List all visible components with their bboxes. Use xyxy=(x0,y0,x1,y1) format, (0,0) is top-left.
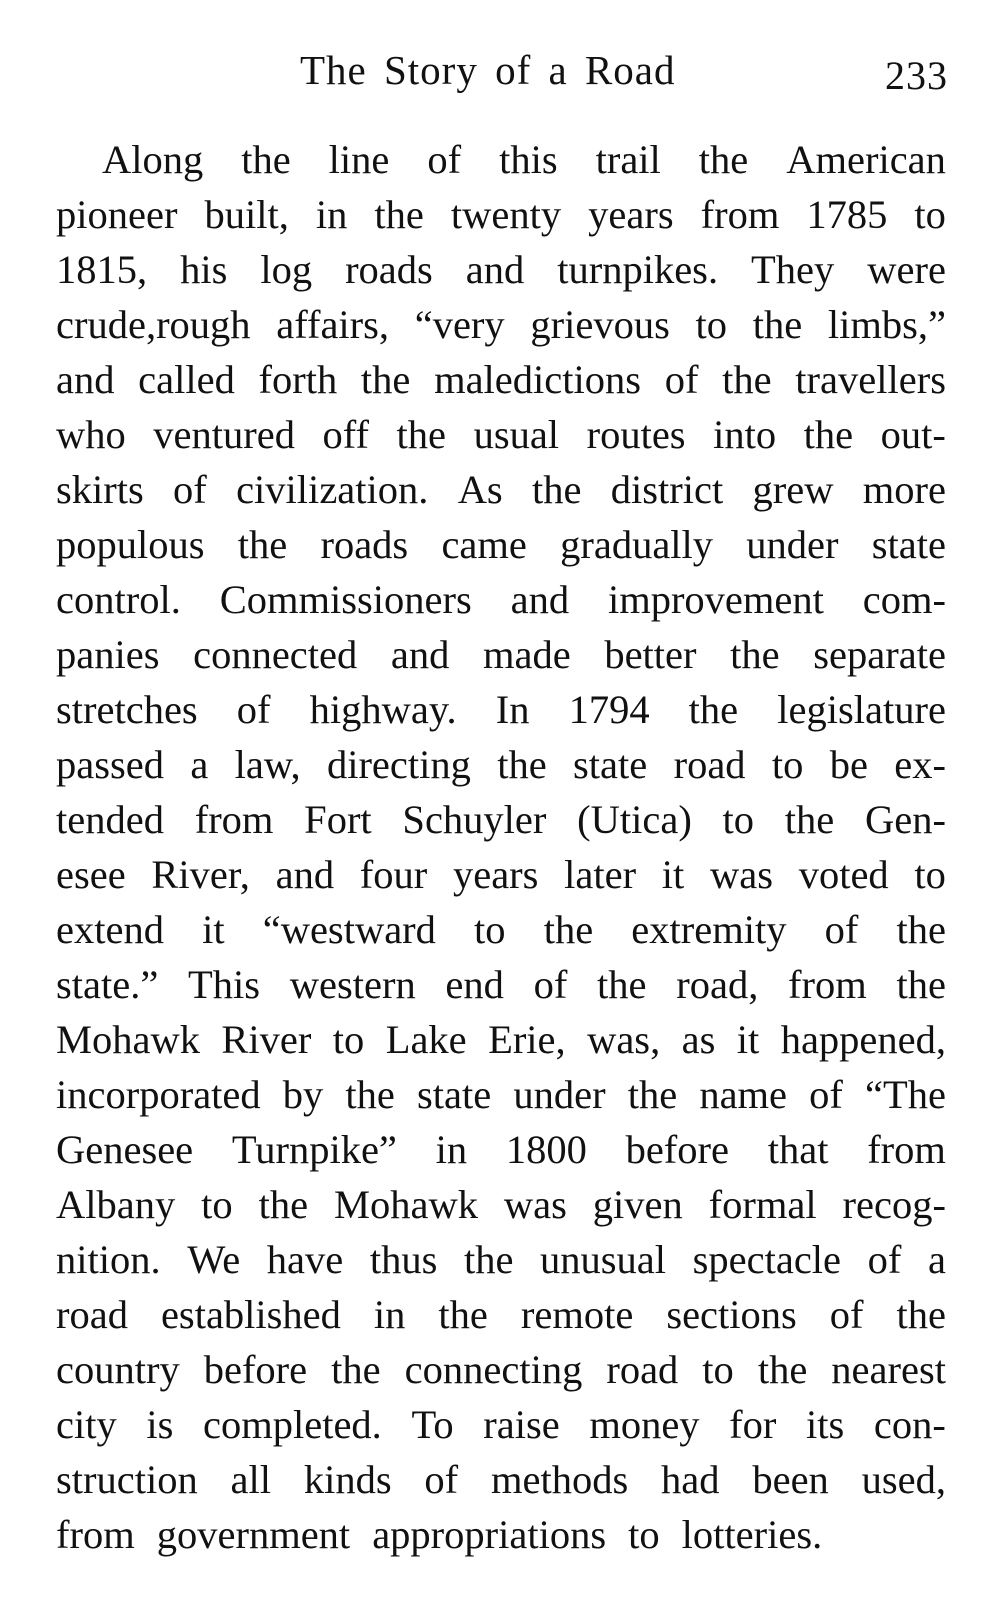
word: of xyxy=(427,137,462,182)
word: maledictions xyxy=(434,357,642,402)
word: In xyxy=(495,687,530,732)
word: given xyxy=(592,1182,683,1227)
word: used, xyxy=(861,1457,946,1502)
word: the xyxy=(543,907,594,952)
word: spectacle xyxy=(692,1237,842,1282)
text-line xyxy=(56,1232,946,1287)
word: from xyxy=(867,1127,946,1172)
word: of xyxy=(664,357,699,402)
word: struction xyxy=(56,1457,198,1502)
word: forth xyxy=(258,357,338,402)
text-line xyxy=(56,242,946,297)
word: con- xyxy=(873,1402,946,1447)
word: state.” xyxy=(56,962,159,1007)
word: twenty xyxy=(450,192,562,237)
word: district xyxy=(610,467,724,512)
word: had xyxy=(661,1457,720,1502)
word: and xyxy=(465,247,525,292)
word: crude,rough xyxy=(56,302,251,347)
word: esee xyxy=(56,852,126,897)
word: the xyxy=(722,357,772,402)
word: Fort xyxy=(304,797,372,842)
word: connecting xyxy=(404,1347,583,1392)
word: Lake xyxy=(385,1017,467,1062)
word: have xyxy=(266,1237,344,1282)
word: happened, xyxy=(780,1017,946,1062)
word: (Utica) xyxy=(577,797,692,842)
word: lotteries. xyxy=(681,1512,823,1557)
word: road, xyxy=(676,962,759,1007)
word: gradually xyxy=(560,522,714,567)
page-number: 233 xyxy=(885,53,948,98)
word: the xyxy=(331,1347,381,1392)
word: Along xyxy=(102,137,204,182)
word: and xyxy=(275,852,335,897)
text-line xyxy=(56,1287,946,1342)
word: thus xyxy=(369,1237,438,1282)
word: road xyxy=(606,1347,679,1392)
text-line xyxy=(56,352,946,407)
word: extremity xyxy=(631,907,787,952)
word: all xyxy=(230,1457,272,1502)
word: and xyxy=(56,357,115,402)
word: is xyxy=(146,1402,174,1447)
word: the xyxy=(896,962,946,1007)
text-line xyxy=(56,1342,946,1397)
word: four xyxy=(359,852,428,897)
word: com- xyxy=(862,577,946,622)
word: the xyxy=(896,1292,946,1337)
text-line xyxy=(56,132,946,187)
text-line xyxy=(56,572,946,627)
word: Albany xyxy=(56,1182,176,1227)
word: directing xyxy=(326,742,471,787)
word: his xyxy=(180,247,228,292)
text-line xyxy=(56,187,946,242)
word: River, xyxy=(151,852,250,897)
word: formal xyxy=(708,1182,817,1227)
word: This xyxy=(188,962,261,1007)
word: to xyxy=(474,907,506,952)
word: under xyxy=(513,1072,606,1117)
word: in xyxy=(435,1127,468,1172)
text-line xyxy=(56,737,946,792)
word: panies xyxy=(56,632,160,677)
word: to xyxy=(702,1347,734,1392)
word: were xyxy=(867,247,946,292)
text-line xyxy=(56,462,946,517)
word: Mohawk xyxy=(333,1182,478,1227)
word: by xyxy=(282,1072,324,1117)
word: Genesee xyxy=(56,1127,194,1172)
word: We xyxy=(187,1237,241,1282)
word: in xyxy=(373,1292,406,1337)
word: was xyxy=(503,1182,567,1227)
word: the xyxy=(730,632,780,677)
word: tended xyxy=(56,797,164,842)
word: out- xyxy=(880,412,946,457)
word: the xyxy=(374,192,424,237)
word: the xyxy=(627,1072,678,1117)
word: established xyxy=(160,1292,341,1337)
word: highway. xyxy=(309,687,457,732)
word: raise xyxy=(483,1402,560,1447)
word: the xyxy=(237,522,288,567)
word: to xyxy=(695,302,728,347)
word: the xyxy=(896,907,946,952)
text-line xyxy=(56,517,946,572)
word: the xyxy=(688,687,739,732)
word: travellers xyxy=(795,357,946,402)
word: a xyxy=(190,742,209,787)
word: “The xyxy=(865,1072,946,1117)
word: money xyxy=(589,1402,700,1447)
word: log xyxy=(260,247,313,292)
text-line xyxy=(56,1452,946,1507)
word: came xyxy=(441,522,527,567)
word: later xyxy=(564,852,637,897)
word: limbs,” xyxy=(827,302,946,347)
word: state xyxy=(417,1072,492,1117)
word: 1785 xyxy=(806,192,888,237)
word: the xyxy=(531,467,582,512)
text-line xyxy=(56,627,946,682)
word: of xyxy=(809,1072,843,1117)
text-line xyxy=(56,1122,946,1177)
word: name xyxy=(699,1072,788,1117)
word: the xyxy=(345,1072,395,1117)
word: been xyxy=(752,1457,829,1502)
word: routes xyxy=(586,412,686,457)
word: As xyxy=(457,467,503,512)
text-line xyxy=(56,847,946,902)
word: trail xyxy=(595,137,661,182)
word: To xyxy=(411,1402,454,1447)
word: 1815, xyxy=(56,247,148,292)
word: who xyxy=(56,412,126,457)
text-line xyxy=(56,1397,946,1452)
word: better xyxy=(604,632,697,677)
word: completed. xyxy=(203,1402,382,1447)
word: its xyxy=(806,1402,845,1447)
word: before xyxy=(625,1127,730,1172)
word: from xyxy=(194,797,274,842)
word: Gen- xyxy=(865,797,946,842)
text-line xyxy=(56,1177,946,1232)
word: extend xyxy=(56,907,164,952)
word: improvement xyxy=(607,577,824,622)
word: of xyxy=(867,1237,902,1282)
word: more xyxy=(862,467,946,512)
word: the xyxy=(258,1182,309,1227)
word: state xyxy=(871,522,946,567)
word: to xyxy=(201,1182,233,1227)
word: to xyxy=(332,1017,365,1062)
word: Turnpike” xyxy=(231,1127,397,1172)
word: built, xyxy=(204,192,289,237)
word: control. xyxy=(56,577,181,622)
word: “very xyxy=(414,302,505,347)
text-line xyxy=(56,682,946,737)
word: of xyxy=(173,467,207,512)
word: turnpikes. xyxy=(557,247,719,292)
word: the xyxy=(597,962,647,1007)
word: road xyxy=(673,742,746,787)
text-line xyxy=(56,1067,946,1122)
word: sections xyxy=(666,1292,797,1337)
text-line xyxy=(56,1507,946,1562)
word: the xyxy=(757,1347,808,1392)
word: this xyxy=(499,137,558,182)
word: connected xyxy=(193,632,358,677)
word: city xyxy=(56,1402,117,1447)
word: for xyxy=(729,1402,777,1447)
word: methods xyxy=(490,1457,629,1502)
word: American xyxy=(786,137,946,182)
word: of xyxy=(533,962,568,1007)
word: the xyxy=(497,742,547,787)
word: Erie, xyxy=(488,1017,566,1062)
word: stretches xyxy=(56,687,198,732)
word: as xyxy=(681,1017,716,1062)
word: 1794 xyxy=(568,687,650,732)
word: passed xyxy=(56,742,164,787)
word: to xyxy=(771,742,804,787)
word: nearest xyxy=(831,1347,946,1392)
word: pioneer xyxy=(56,192,178,237)
word: off xyxy=(322,412,370,457)
word: 1800 xyxy=(505,1127,587,1172)
word: it xyxy=(736,1017,760,1062)
word: kinds xyxy=(303,1457,392,1502)
running-head xyxy=(0,46,1000,106)
word: remote xyxy=(520,1292,634,1337)
text-line xyxy=(56,407,946,462)
word: under xyxy=(746,522,839,567)
word: of xyxy=(824,907,859,952)
word: ex- xyxy=(894,742,946,787)
word: law, xyxy=(234,742,301,787)
word: unusual xyxy=(540,1237,667,1282)
word: grew xyxy=(752,467,834,512)
word: that xyxy=(767,1127,829,1172)
text-line xyxy=(56,902,946,957)
word: years xyxy=(452,852,539,897)
word: it xyxy=(202,907,225,952)
word: government xyxy=(156,1512,351,1557)
word: line xyxy=(328,137,390,182)
word: the xyxy=(396,412,447,457)
word: roads xyxy=(345,247,433,292)
word: of xyxy=(236,687,271,732)
word: the xyxy=(241,137,291,182)
word: of xyxy=(424,1457,459,1502)
word: recog- xyxy=(842,1182,946,1227)
text-line xyxy=(56,957,946,1012)
word: from xyxy=(788,962,867,1007)
word: the xyxy=(360,357,411,402)
word: usual xyxy=(473,412,560,457)
word: country xyxy=(56,1347,180,1392)
word: be xyxy=(829,742,868,787)
word: legislature xyxy=(777,687,946,732)
word: western xyxy=(289,962,416,1007)
word: years xyxy=(588,192,674,237)
word: called xyxy=(138,357,235,402)
word: road xyxy=(56,1292,128,1337)
running-title: The Story of a Road xyxy=(300,47,676,93)
word: populous xyxy=(56,522,205,567)
text-line xyxy=(56,297,946,352)
word: the xyxy=(698,137,749,182)
word: the xyxy=(784,797,835,842)
word: roads xyxy=(320,522,409,567)
word: River xyxy=(221,1017,312,1062)
word: to xyxy=(722,797,755,842)
word: Schuyler xyxy=(402,797,547,842)
word: Commissioners xyxy=(219,577,472,622)
word: affairs, xyxy=(276,302,390,347)
word: made xyxy=(482,632,571,677)
word: to xyxy=(914,192,946,237)
word: the xyxy=(752,302,803,347)
word: the xyxy=(463,1237,514,1282)
word: nition. xyxy=(56,1237,161,1282)
word: before xyxy=(203,1347,308,1392)
word: Mohawk xyxy=(56,1017,200,1062)
word: grievous xyxy=(530,302,670,347)
word: of xyxy=(829,1292,864,1337)
word: skirts xyxy=(56,467,144,512)
word: in xyxy=(315,192,348,237)
word: to xyxy=(628,1512,660,1557)
word: separate xyxy=(813,632,946,677)
word: state xyxy=(573,742,648,787)
word: They xyxy=(751,247,835,292)
word: “westward xyxy=(262,907,436,952)
word: to xyxy=(914,852,946,897)
word: it xyxy=(661,852,685,897)
word: end xyxy=(445,962,504,1007)
word: from xyxy=(56,1512,135,1557)
word: a xyxy=(927,1237,946,1282)
word: and xyxy=(390,632,450,677)
text-line xyxy=(56,1012,946,1067)
word: from xyxy=(700,192,780,237)
word: appropriations xyxy=(372,1512,607,1557)
word: incorporated xyxy=(56,1072,261,1117)
body-paragraph xyxy=(56,132,946,1562)
word: was, xyxy=(587,1017,661,1062)
word: the xyxy=(438,1292,488,1337)
word: ventured xyxy=(153,412,295,457)
word: and xyxy=(510,577,570,622)
word: into xyxy=(713,412,777,457)
word: was xyxy=(710,852,773,897)
text-line xyxy=(56,792,946,847)
word: voted xyxy=(798,852,889,897)
word: the xyxy=(803,412,854,457)
word: civilization. xyxy=(236,467,429,512)
